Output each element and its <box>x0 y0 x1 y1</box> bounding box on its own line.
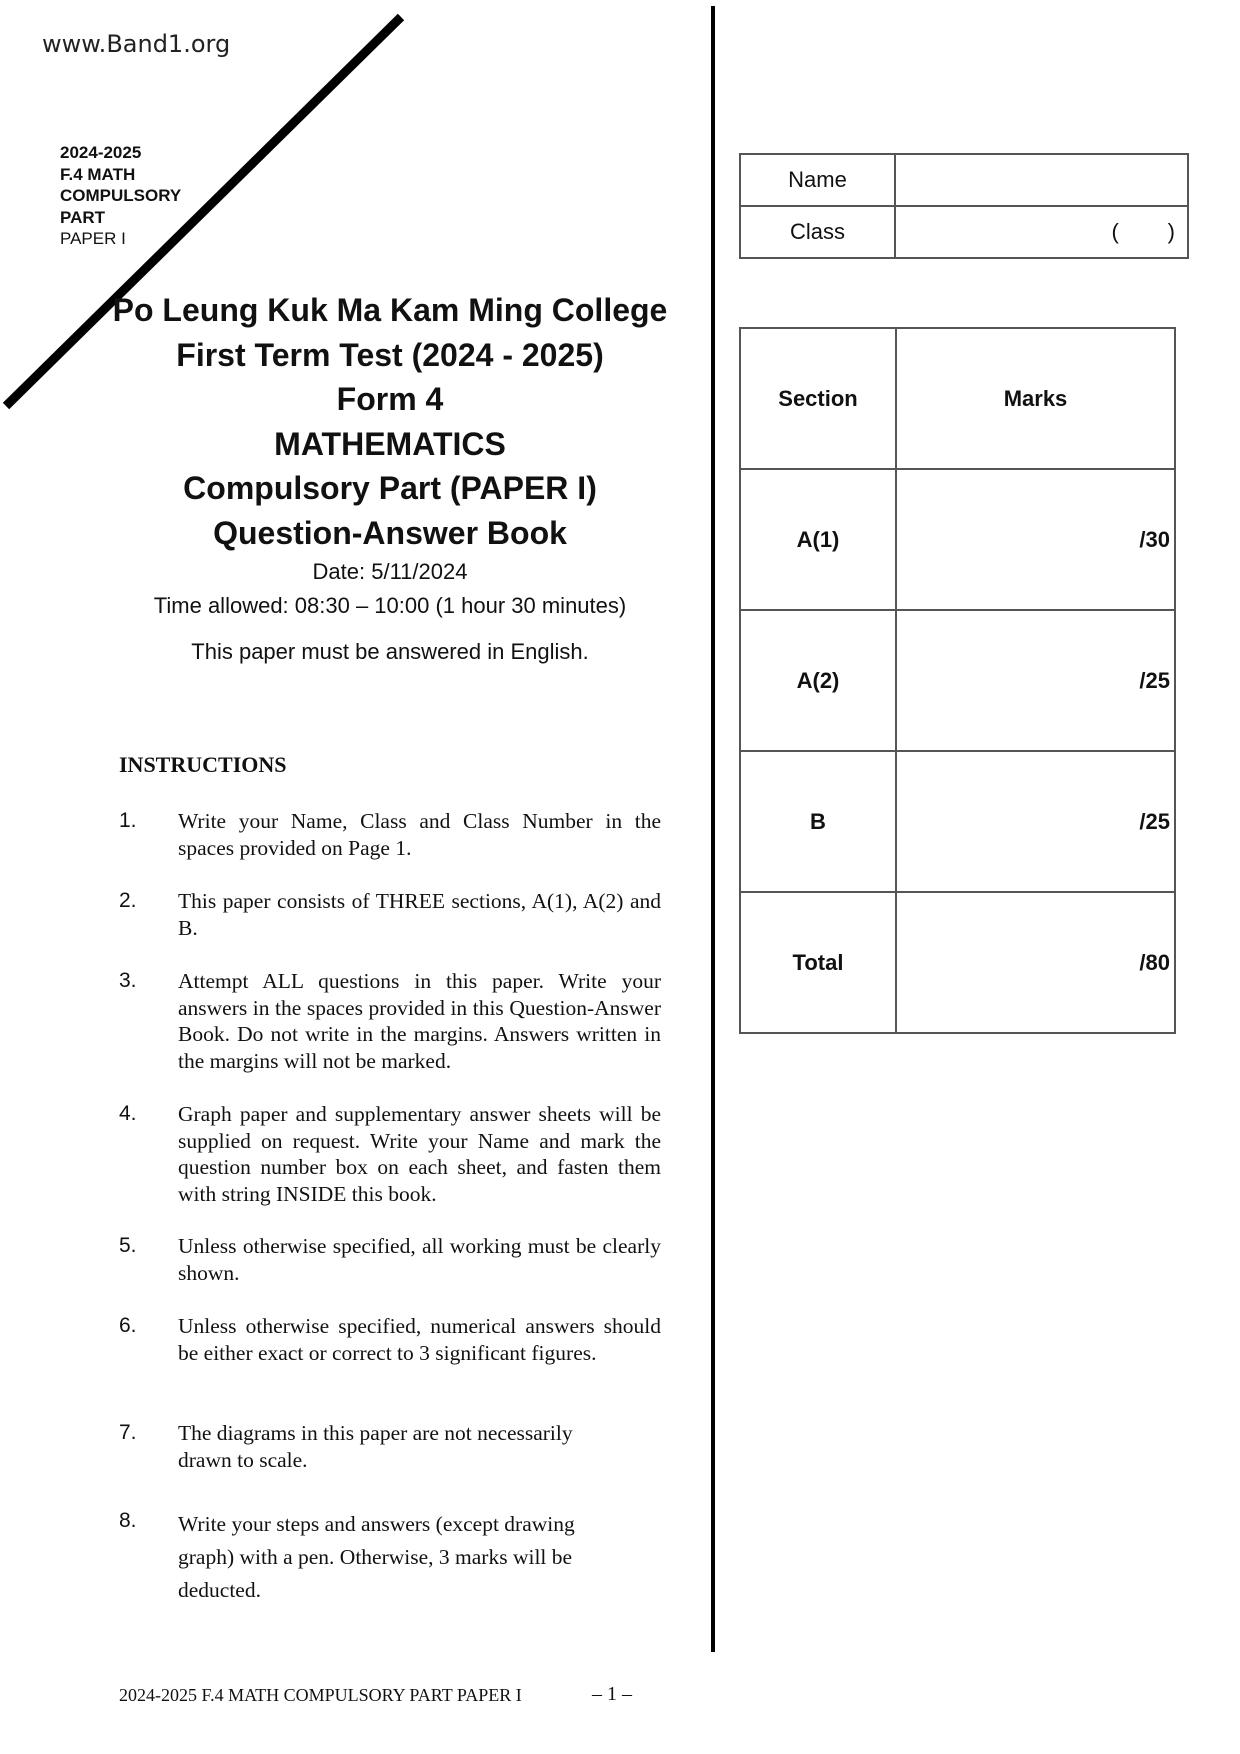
name-field[interactable] <box>895 154 1188 206</box>
marks-cell: /25 <box>896 751 1175 892</box>
paper-part: Compulsory Part (PAPER I) <box>183 470 597 506</box>
school-name: Po Leung Kuk Ma Kam Ming College <box>112 292 668 328</box>
marks-header: Marks <box>896 328 1175 469</box>
corner-header-line: F.4 MATH <box>60 164 136 184</box>
class-field[interactable] <box>895 206 1188 258</box>
section-cell: A(1) <box>740 469 896 610</box>
marks-cell: /80 <box>896 892 1175 1033</box>
page-number: – 1 – <box>592 1683 632 1705</box>
section-cell: Total <box>740 892 896 1033</box>
corner-header-line: 2024-2025 <box>60 143 142 162</box>
test-name: First Term Test (2024 - 2025) <box>176 336 604 373</box>
corner-header-line: COMPULSORY <box>60 186 182 205</box>
corner-header <box>60 142 181 250</box>
instruction-item <box>119 1233 661 1286</box>
class-number-brackets: ( ) <box>1111 219 1175 244</box>
marks-row <box>740 751 1175 892</box>
title-block <box>100 288 680 669</box>
section-cell: A(2) <box>740 610 896 751</box>
item-number: 2. <box>119 889 137 912</box>
section-header: Section <box>740 328 896 469</box>
instruction-item <box>119 1420 629 1473</box>
item-number: 5. <box>119 1234 137 1257</box>
item-text: Unless otherwise specified, numerical answers should be either exact or correct to 3 significant figures. <box>178 1314 661 1365</box>
item-text: Graph paper and supplementary answer sheets will be supplied on request. Write your Name and mark the question number box on each sheet, and fasten them with string INSIDE this book. <box>178 1102 661 1206</box>
corner-header-line: PART <box>60 207 106 227</box>
item-text: Write your steps and answers (except drawing graph) with a pen. Otherwise, 3 marks will be deducted. <box>178 1512 575 1602</box>
item-text: This paper consists of THREE sections, A(1), A(2) and B. <box>178 889 661 940</box>
marks-cell: /30 <box>896 469 1175 610</box>
item-text: Unless otherwise specified, all working must be clearly shown. <box>178 1234 661 1285</box>
section-cell: B <box>740 751 896 892</box>
watermark: www.Band1.org <box>42 30 231 58</box>
language-note: This paper must be answered in English. <box>191 639 589 664</box>
exam-date: Date: 5/11/2024 <box>312 559 468 584</box>
name-label: Name <box>740 154 895 206</box>
corner-header-line: PAPER I <box>60 229 126 248</box>
item-text: Write your Name, Class and Class Number in the spaces provided on Page 1. <box>178 809 661 860</box>
class-label: Class <box>740 206 895 258</box>
item-number: 3. <box>119 969 137 992</box>
book-type: Question-Answer Book <box>213 514 567 551</box>
marks-cell: /25 <box>896 610 1175 751</box>
instruction-item <box>119 1508 619 1607</box>
marks-row <box>740 610 1175 751</box>
student-info-table <box>739 153 1189 259</box>
instruction-item <box>119 1313 661 1366</box>
item-number: 4. <box>119 1102 137 1125</box>
instruction-item <box>119 1101 661 1207</box>
item-number: 8. <box>119 1509 137 1532</box>
item-text: Attempt ALL questions in this paper. Write your answers in the spaces provided in this Question-Answer Book. Do not write in the margins. Answers written in the margins will not be marked. <box>178 969 661 1073</box>
footer-text: 2024-2025 F.4 MATH COMPULSORY PART PAPER I <box>119 1685 522 1705</box>
instruction-item <box>119 968 661 1074</box>
instruction-item <box>119 888 661 941</box>
marks-row <box>740 892 1175 1033</box>
page-divider <box>711 6 715 1652</box>
subject: MATHEMATICS <box>274 425 506 462</box>
marks-row <box>740 469 1175 610</box>
item-number: 6. <box>119 1314 137 1337</box>
form: Form 4 <box>336 381 444 417</box>
instructions-heading: INSTRUCTIONS <box>119 752 287 777</box>
instruction-item <box>119 808 661 861</box>
marks-table <box>739 327 1176 1034</box>
time-allowed: Time allowed: 08:30 – 10:00 (1 hour 30 minutes) <box>153 593 627 618</box>
item-text: The diagrams in this paper are not necessarily drawn to scale. <box>178 1421 573 1472</box>
item-number: 7. <box>119 1421 137 1444</box>
item-number: 1. <box>119 809 137 832</box>
